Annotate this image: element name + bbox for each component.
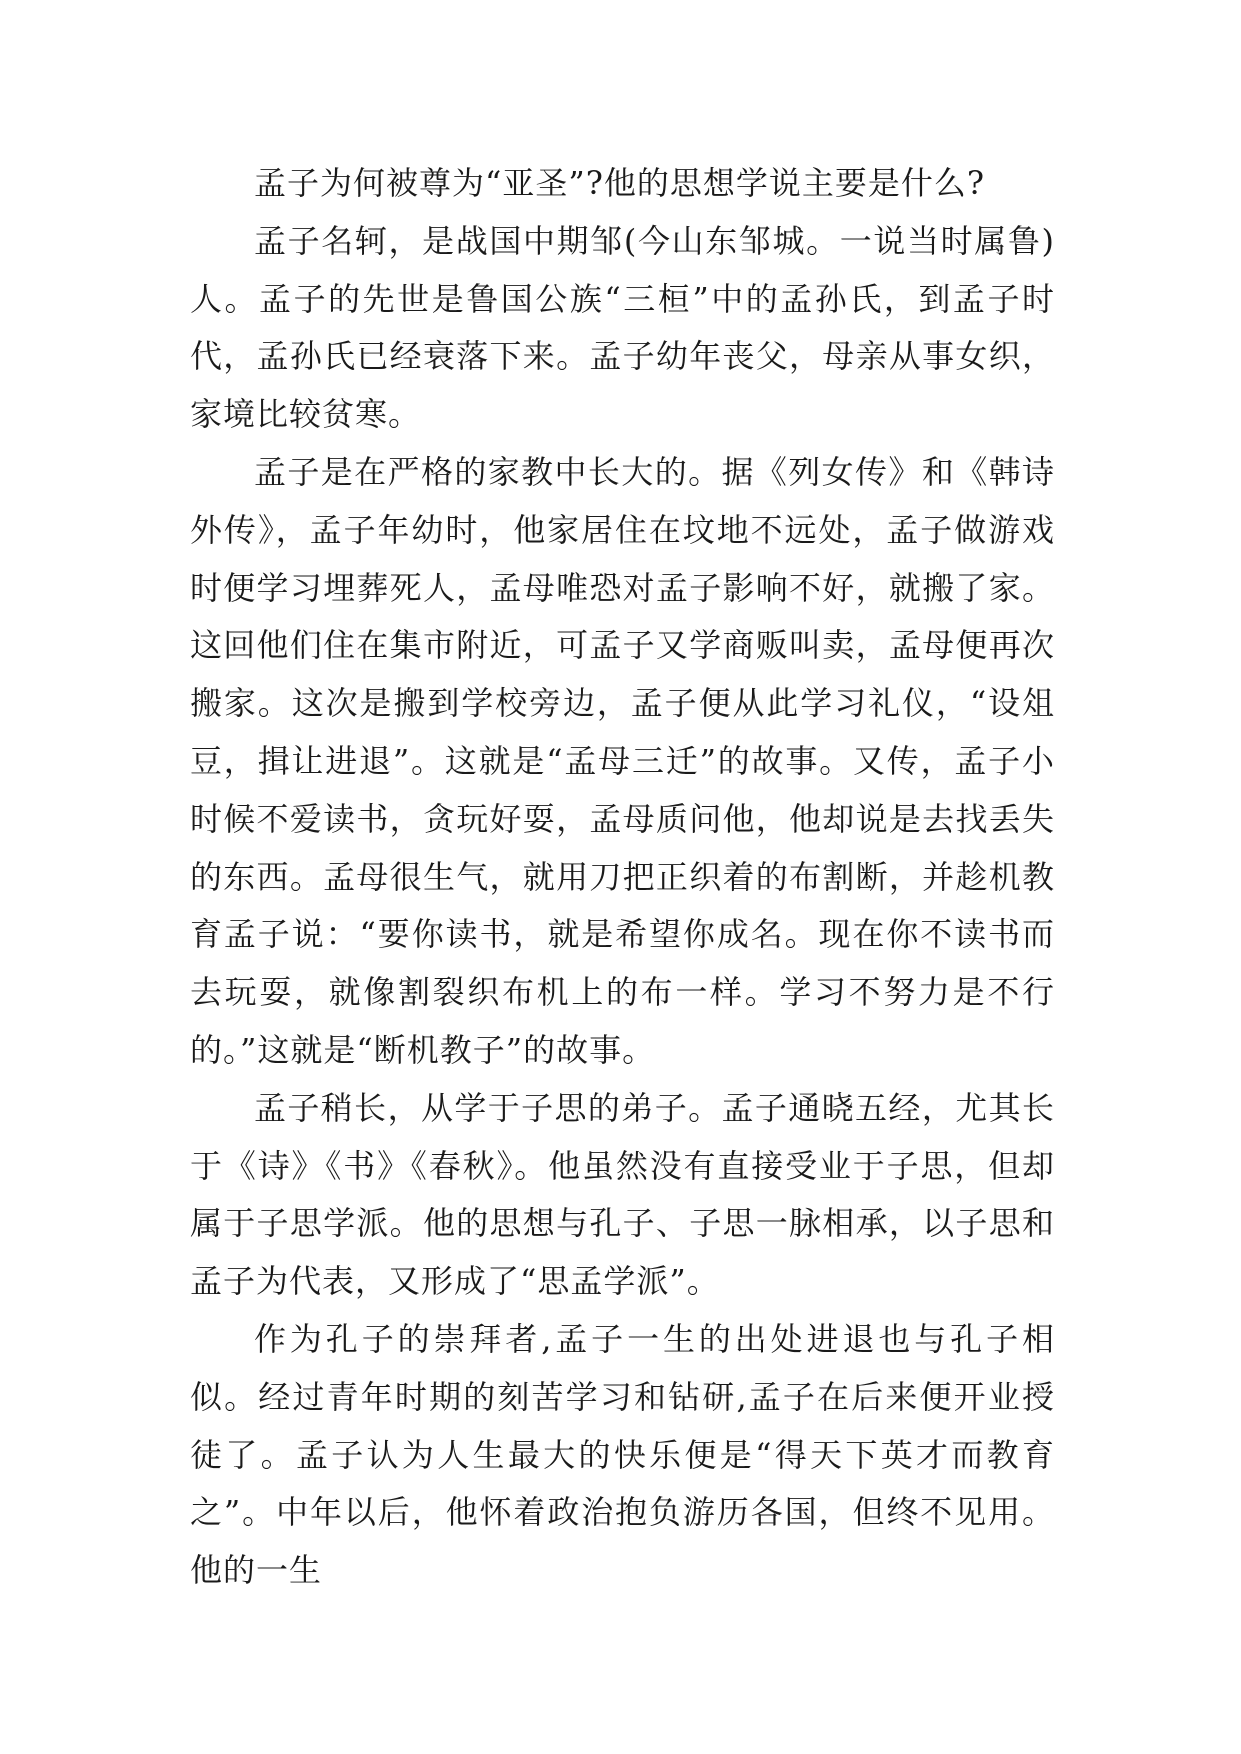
paragraph-career: 作为孔子的崇拜者,孟子一生的出处进退也与孔子相似。经过青年时期的刻苦学习和钻研,孟子在后来便开业授徒了。孟子认为人生最大的快乐便是“得天下英才而教育之”。中年以后，他怀着政治抱负游历各国，但终不见用。他的一生 (190, 1319, 1055, 1590)
paragraph-upbringing: 孟子是在严格的家教中长大的。据《列女传》和《韩诗外传》，孟子年幼时，他家居住在坟地不远处，孟子做游戏时便学习埋葬死人，孟母唯恐对孟子影响不好，就搬了家。这回他们住在集市附近，可孟子又学商贩叫卖，孟母便再次搬家。这次是搬到学校旁边，孟子便从此学习礼仪，“设俎豆，揖让进退”。这就是“孟母三迁”的故事。又传，孟子小时候不爱读书，贪玩好耍，孟母质问他，他却说是去找丢失的东西。孟母很生气，就用刀把正织着的布割断，并趁机教育孟子说：“要你读书，就是希望你成名。现在你不读书而去玩耍，就像割裂织布机上的布一样。学习不努力是不行的。”这就是“断机教子”的故事。 (190, 452, 1055, 1069)
paragraph-education: 孟子稍长，从学于子思的弟子。孟子通晓五经，尤其长于《诗》《书》《春秋》。他虽然没有直接受业于子思，但却属于子思学派。他的思想与孔子、子思一脉相承，以子思和孟子为代表，又形成了“思孟学派”。 (190, 1088, 1055, 1301)
paragraph-biography: 孟子名轲，是战国中期邹(今山东邹城。一说当时属鲁)人。孟子的先世是鲁国公族“三桓”中的孟孙氏，到孟子时代，孟孙氏已经衰落下来。孟子幼年丧父，母亲从事女织，家境比较贫寒。 (190, 221, 1055, 434)
question-heading: 孟子为何被尊为“亚圣”?他的思想学说主要是什么? (254, 164, 986, 202)
document-body (190, 155, 1055, 1600)
